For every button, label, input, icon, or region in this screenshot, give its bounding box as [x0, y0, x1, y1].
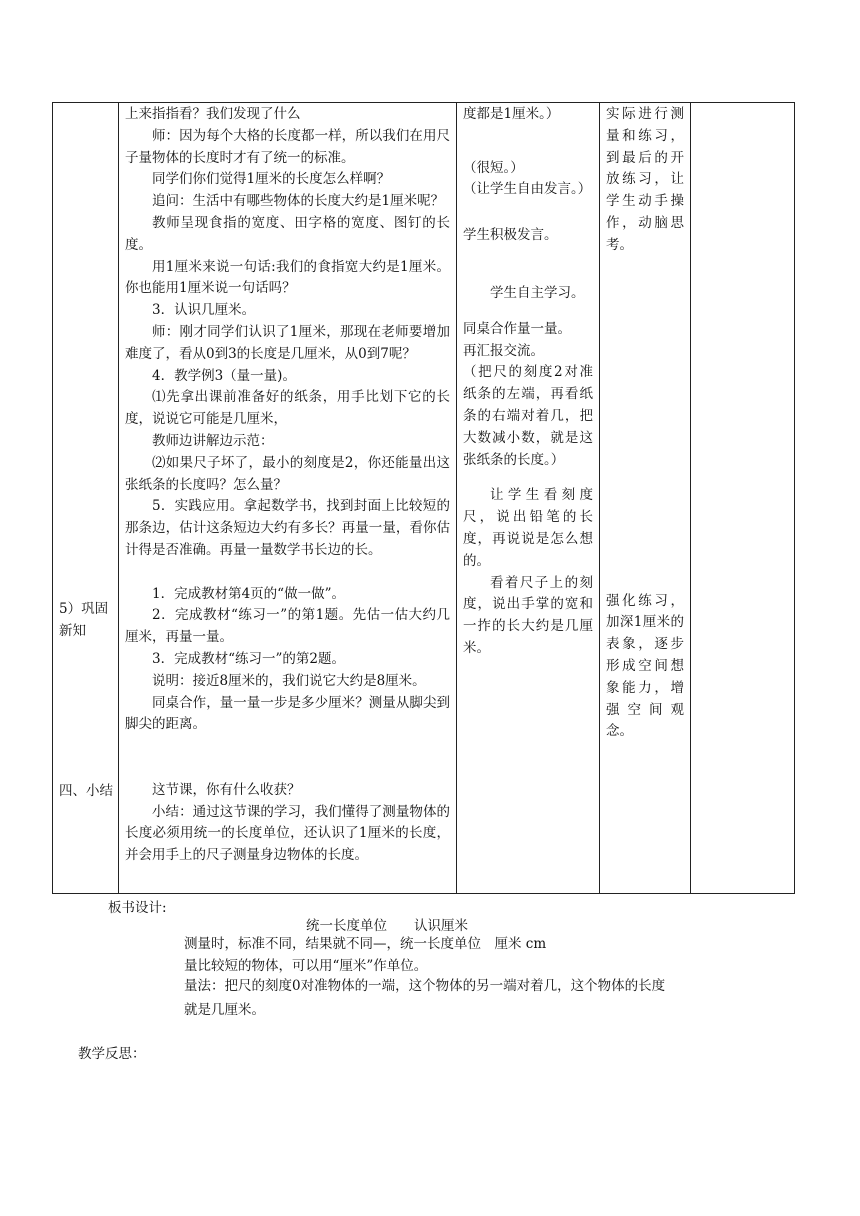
teacher-activity-column: [119, 103, 457, 894]
student-line: 学生积极发言。: [463, 227, 558, 244]
teacher-line: 用1厘米来说一句话:我们的食指宽大约是1厘米。你也能用1厘米说一句话吗？: [125, 258, 450, 297]
teacher-line: 3．认识几厘米。: [152, 302, 256, 319]
board-title: 统一长度单位 认识厘米: [306, 918, 468, 934]
board-line: 量法：把尺的刻度0对准物体的一端，这个物体的另一端对着几，这个物体的长度: [184, 978, 666, 994]
teacher-line: 师：刚才同学们认识了1厘米，那现在老师要增加难度了，看从0到3的长度是几厘米，从0到7呢？: [125, 323, 450, 362]
teacher-line: 4．教学例3（量一量)。: [152, 367, 296, 384]
student-line: （让学生自由发言。）: [463, 181, 592, 198]
intent-bottom-text: 强化练习，加深1厘米的表象，逐步形成空间想象能力，增强空间观念。: [606, 592, 684, 740]
teacher-line: 说明：接近8厘米的，我们说它大约是8厘米。: [152, 672, 426, 689]
reflection-heading: 教学反思：: [78, 1046, 146, 1062]
student-line: 让学生看刻度尺，说出铅笔的长度，再说说是怎么想的。: [463, 487, 593, 569]
board-line: 就是几厘米。: [184, 1002, 265, 1018]
board-line: 量比较短的物体，可以用“厘米”作单位。: [184, 958, 428, 974]
teacher-line: 5．实践应用。拿起数学书，找到封面上比较短的那条边，估计这条短边大约有多长？再量一量，看你估计得是否准确。再量一量数学书长边的长。: [125, 498, 450, 558]
teacher-line: ⑴先拿出课前准备好的纸条，用手比划下它的长度，说说它可能是几厘米，: [125, 389, 450, 428]
teacher-line: 小结：通过这节课的学习，我们懂得了测量物体的长度必须用统一的长度单位，还认识了1厘米的长度，并会用手上的尺子测量身边物体的长度。: [125, 803, 450, 864]
design-intent-column: [600, 103, 691, 894]
student-line: 度都是1厘米。）: [463, 106, 560, 122]
stage-consolidate-label: 5）巩固新知: [59, 601, 109, 639]
teacher-line: 同桌合作，量一量一步是多少厘米？测量从脚尖到脚尖的距离。: [125, 694, 450, 733]
teacher-line: 教师边讲解边示范：: [152, 432, 274, 449]
teacher-line: 上来指指看？我们发现了什么: [125, 106, 301, 122]
stage-summary-label: 四、小结: [59, 783, 113, 799]
student-line: 看着尺子上的刻度，说出手掌的宽和一拃的长大约是几厘米。: [463, 574, 593, 656]
student-line: 学生自主学习。: [490, 284, 585, 301]
student-line: （把尺的刻度2对准纸条的左端，再看纸条的右端对着几，把大数减小数，就是这张纸条的长度。）: [463, 364, 593, 468]
teacher-line: 追问：生活中有哪些物体的长度大约是1厘米呢？: [152, 193, 445, 210]
student-line: 同桌合作量一量。: [463, 320, 571, 337]
student-line: （很短。）: [463, 159, 524, 176]
student-activity-column: [457, 103, 600, 894]
teacher-line: 3．完成教材“练习一”的第2题。: [152, 650, 345, 667]
empty-column: [691, 103, 795, 894]
student-line: 再汇报交流。: [463, 342, 544, 359]
teacher-line: 这节课，你有什么收获？: [152, 781, 301, 798]
teacher-line: 2．完成教材“练习一”的第1题。先估一估大约几厘米，再量一量。: [125, 607, 450, 646]
board-heading: 板书设计:: [108, 900, 167, 916]
lesson-plan-table: [52, 102, 795, 894]
board-line: 测量时，标准不同，结果就不同—，统一长度单位 厘米 cm: [184, 936, 547, 952]
teacher-line: 师：因为每个大格的长度都一样，所以我们在用尺子量物体的长度时才有了统一的标准。: [125, 127, 450, 166]
stage-column: [53, 103, 119, 894]
table-row: [53, 103, 795, 894]
teacher-line: ⑵如果尺子坏了，最小的刻度是2，你还能量出这张纸条的长度吗？怎么量？: [125, 454, 450, 493]
teacher-line: 同学们你们觉得1厘米的长度怎么样啊？: [152, 171, 391, 188]
teacher-line: 1．完成教材第4页的“做一做”。: [152, 585, 345, 602]
teacher-line: 教师呈现食指的宽度、田字格的宽度、图钉的长度。: [125, 214, 450, 253]
intent-top-text: 实际进行测量和练习，到最后的开放练习，让学生动手操作，动脑思考。: [606, 106, 684, 253]
